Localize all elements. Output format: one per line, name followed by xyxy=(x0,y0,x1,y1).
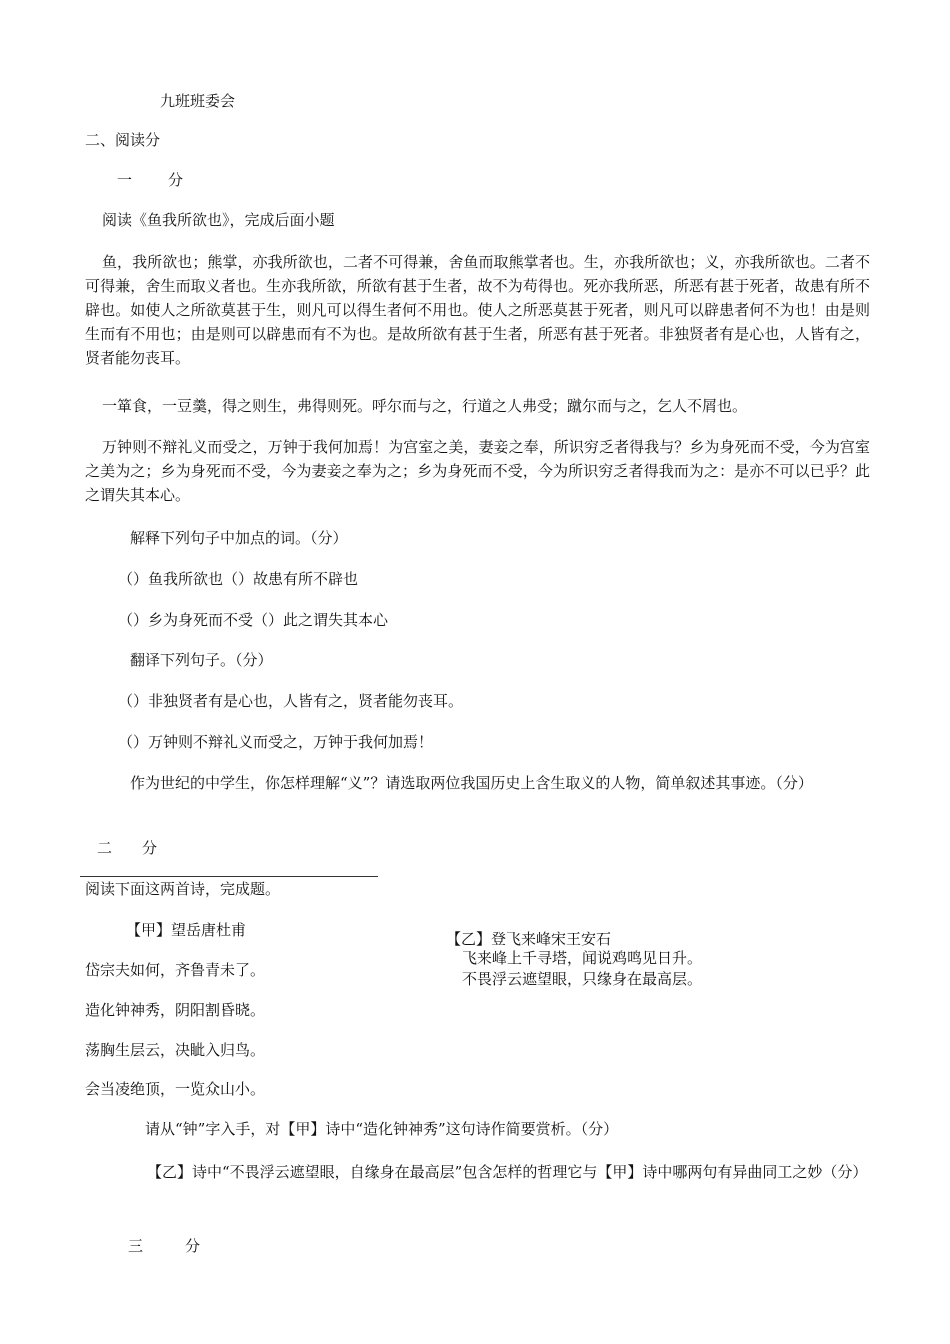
part3-heading-num: 三 xyxy=(128,1237,144,1255)
poem-b-title: 【乙】登飞来峰宋王安石 xyxy=(446,930,612,948)
poem-b-line-1: 飞来峰上千寻塔，闻说鸡鸣见日升。 xyxy=(462,949,703,967)
part1-heading-num: 一 xyxy=(117,171,133,189)
part2-instruction: 阅读下面这两首诗，完成题。 xyxy=(85,880,281,898)
section-title: 二、阅读分 xyxy=(85,131,161,149)
divider-line xyxy=(80,876,378,877)
poem-b-block xyxy=(446,930,708,989)
question-translate: 翻译下列句子。（分） xyxy=(130,651,273,669)
poem-a-line-1: 岱宗夫如何，齐鲁青未了。 xyxy=(85,961,266,979)
poem-a-title: 【甲】望岳唐杜甫 xyxy=(126,921,247,939)
poem-a-line-4: 会当凌绝顶，一览众山小。 xyxy=(85,1080,266,1098)
question-translate-item-b: （）万钟则不辩礼义而受之，万钟于我何加焉！ xyxy=(118,733,434,751)
part1-instruction: 阅读《鱼我所欲也》，完成后面小题 xyxy=(102,211,335,229)
passage-paragraph-2: 一箪食，一豆羹，得之则生，弗得则死。呼尔而与之，行道之人弗受；蹴尔而与之，乞人不屑也。 xyxy=(102,397,748,415)
part2-heading-score: 分 xyxy=(142,839,158,857)
part2-heading-num: 二 xyxy=(97,839,113,857)
question-philosophy: 【乙】诗中“不畏浮云遮望眼，自缘身在最高层”包含怎样的哲理它与【甲】诗中哪两句有异曲同工之妙（分） xyxy=(147,1163,868,1181)
poem-a-line-3: 荡胸生层云，决眦入归鸟。 xyxy=(85,1041,266,1059)
question-explain-item-b: （）乡为身死而不受（）此之谓失其本心 xyxy=(118,611,389,629)
part3-heading-score: 分 xyxy=(185,1237,201,1255)
poem-a-line-2: 造化钟神秀，阴阳割昏晓。 xyxy=(85,1001,266,1019)
poem-b-line-2: 不畏浮云遮望眼，只缘身在最高层。 xyxy=(462,970,703,988)
question-appreciate: 请从“钟”字入手，对【甲】诗中“造化钟神秀”这句诗作简要赏析。（分） xyxy=(145,1120,619,1138)
passage-paragraph-1: 鱼，我所欲也；熊掌，亦我所欲也，二者不可得兼，舍鱼而取熊掌者也。生，亦我所欲也；义，亦我所欲也。二者不可得兼，舍生而取义者也。生亦我所欲，所欲有甚于生者，故不为苟得也。死亦我所恶，所恶有甚于死者，故患有所不辟也。如使人之所欲莫甚于生，则凡可以得生者何不用也。使人之所恶莫甚于死者，则凡可以辟患者何不为也！由是则生而有不用也；由是则可以辟患而有不为也。是故所欲有甚于生者，所恶有甚于死者。非独贤者有是心也，人皆有之，贤者能勿丧耳。 xyxy=(85,253,870,367)
part1-heading-score: 分 xyxy=(168,171,184,189)
passage-paragraph-3: 万钟则不辩礼义而受之，万钟于我何加焉！为宫室之美，妻妾之奉，所识穷乏者得我与？乡为身死而不受，今为宫室之美为之；乡为身死而不受，今为妻妾之奉为之；乡为身死而不受，今为所识穷乏者得我而为之：是亦不可以已乎？此之谓失其本心。 xyxy=(85,438,870,504)
question-translate-item-a: （）非独贤者有是心也，人皆有之，贤者能勿丧耳。 xyxy=(118,692,464,710)
question-explain-words: 解释下列句子中加点的词。（分） xyxy=(130,529,348,547)
question-righteousness: 作为世纪的中学生，你怎样理解“义”？请选取两位我国历史上含生取义的人物，简单叙述其事迹。（分） xyxy=(130,774,813,792)
header-text: 九班班委会 xyxy=(160,92,236,110)
question-explain-item-a: （）鱼我所欲也（）故患有所不辟也 xyxy=(118,570,359,588)
